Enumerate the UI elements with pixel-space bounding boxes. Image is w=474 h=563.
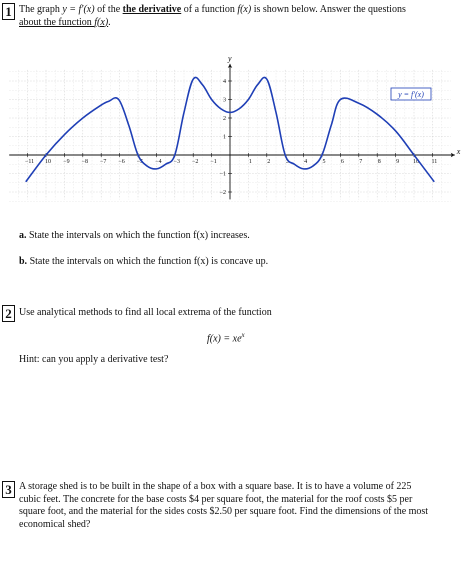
x-tick-label: 6 xyxy=(340,159,344,165)
x-tick-label: −1 xyxy=(210,159,217,165)
problem-1-number: 1 xyxy=(2,3,15,20)
problem-1-line-2 xyxy=(19,17,469,30)
legend-label: y = f′(x) xyxy=(398,90,424,99)
p3-line-4: economical shed? xyxy=(19,518,91,530)
problem-1-text xyxy=(19,4,469,29)
eq-exponent: x xyxy=(241,331,245,339)
problem-2-number: 2 xyxy=(2,305,15,322)
x-tick-label: 4 xyxy=(304,159,308,165)
p1-math-fx2: f(x) xyxy=(94,16,109,28)
y-axis-label: y xyxy=(228,55,232,63)
x-tick-label: 3 xyxy=(285,159,289,165)
problem-2-hint: Hint: can you apply a derivative test? xyxy=(19,354,169,365)
p1-t4: is shown below. Answer the questions xyxy=(251,4,406,15)
x-tick-label: −3 xyxy=(173,159,180,165)
p1-bold-derivative: the derivative xyxy=(122,4,182,15)
p3-line-2: cubic feet. The concrete for the base costs $4 per square foot, the material for the roof costs $5 per xyxy=(19,493,413,505)
p1-math-y: y = f′(x) xyxy=(62,4,95,15)
problem-3-text xyxy=(19,481,469,531)
p3-line-1: A storage shed is to be built in the shape of a box with a square base. It is to have a volume of 225 xyxy=(19,481,412,492)
x-tick-label: −5 xyxy=(136,159,144,165)
x-tick-label: 5 xyxy=(322,159,326,165)
derivative-graph xyxy=(0,55,474,225)
part-b-label: b. xyxy=(19,256,28,267)
x-tick-label: 10 xyxy=(45,159,51,165)
p1-t5: about the function xyxy=(19,16,95,28)
x-tick-label: 11 xyxy=(431,159,438,165)
x-tick-label: −9 xyxy=(63,159,70,165)
x-tick-label: 1 xyxy=(248,159,252,165)
y-tick-label: 4 xyxy=(223,79,226,85)
part-a-label: a. xyxy=(19,230,27,241)
problem-2-text: Use analytical methods to find all local extrema of the function xyxy=(19,307,272,318)
p1-line2-underlined xyxy=(19,17,108,28)
p1-math-fx: f(x) xyxy=(237,4,252,15)
x-tick-label: −2 xyxy=(192,159,199,165)
x-tick-label: 2 xyxy=(267,159,271,165)
part-a xyxy=(19,230,250,243)
x-tick-label: 7 xyxy=(359,159,363,165)
x-tick-label: −11 xyxy=(25,159,35,165)
tick-labels xyxy=(25,79,437,196)
x-tick-label: −4 xyxy=(155,159,162,165)
x-tick-label: −7 xyxy=(100,159,107,165)
x-axis-label: x xyxy=(456,147,461,156)
p3-line-3: square foot, and the material for the sides costs $2.50 per square foot. Find the dimensions of the most xyxy=(19,506,429,517)
part-b-text: State the intervals on which the function f(x) is concave up. xyxy=(29,256,269,267)
legend xyxy=(391,88,431,100)
problem-2-equation xyxy=(207,331,245,344)
p1-t3: of a function xyxy=(181,4,238,15)
axes xyxy=(9,64,455,200)
eq-base: f(x) = xe xyxy=(207,333,242,345)
x-tick-label: −8 xyxy=(81,159,88,165)
x-tick-label: 9 xyxy=(396,159,400,165)
p1-t6: . xyxy=(108,16,111,28)
p1-t2: of the xyxy=(94,4,123,15)
x-tick-label: 8 xyxy=(377,159,381,165)
part-a-text: State the intervals on which the function f(x) increases. xyxy=(29,230,250,241)
y-tick-label: 3 xyxy=(223,97,226,104)
x-tick-label: −6 xyxy=(118,159,125,165)
y-tick-label: 2 xyxy=(223,116,226,122)
y-tick-label: −2 xyxy=(219,190,226,196)
problem-3-number: 3 xyxy=(2,481,15,498)
y-tick-label: −1 xyxy=(219,171,226,178)
y-tick-label: 1 xyxy=(223,134,226,141)
problem-1-line-1 xyxy=(19,4,469,17)
part-b xyxy=(19,256,268,269)
x-tick-label: 10 xyxy=(413,159,419,165)
p1-t1: The graph xyxy=(19,4,63,15)
